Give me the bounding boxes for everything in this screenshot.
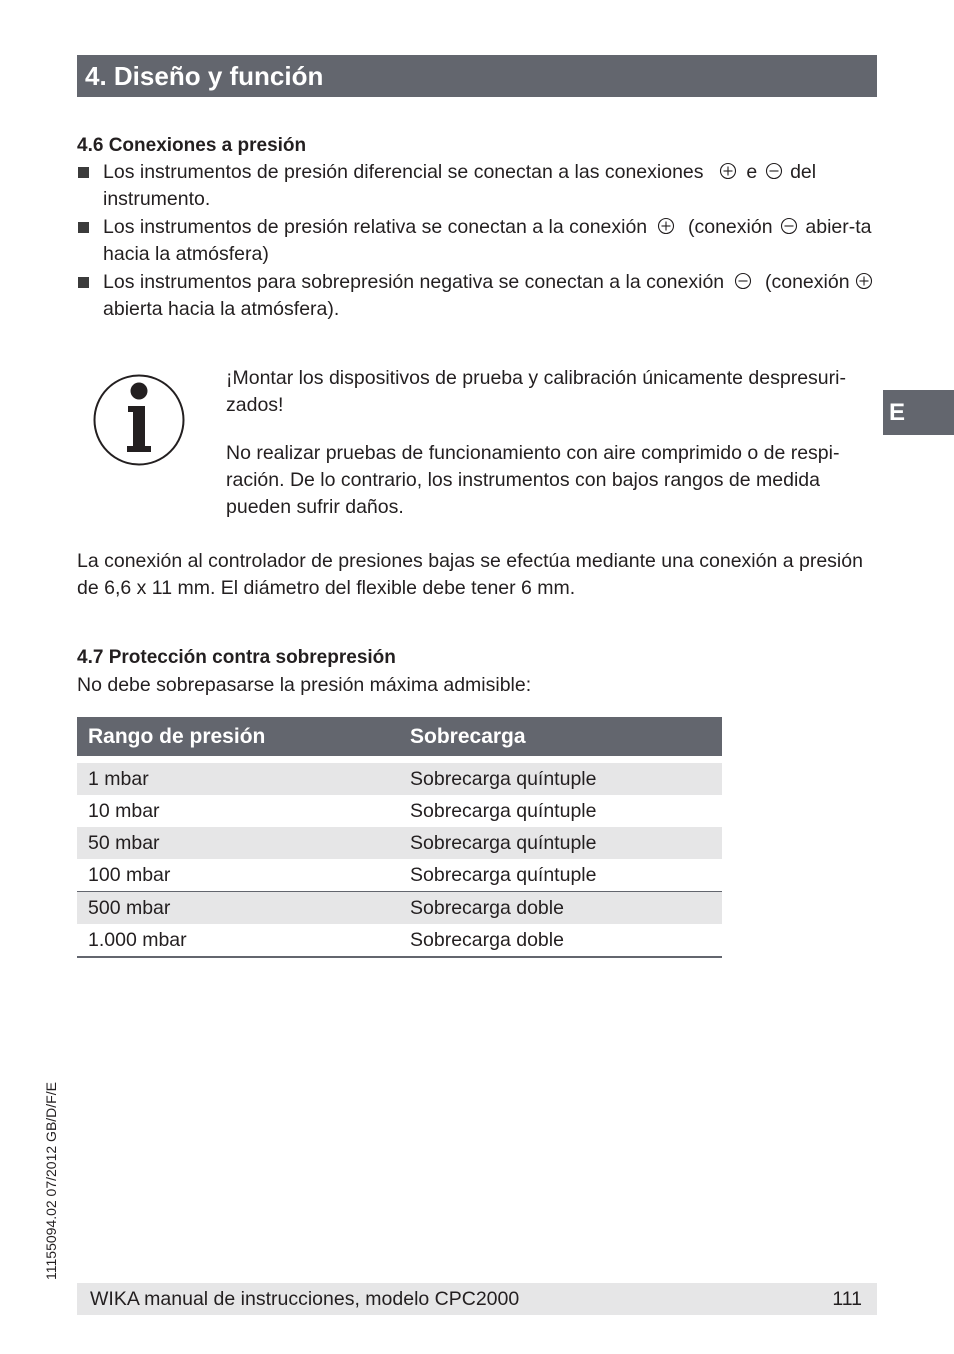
bullet-text: abier-ta hacia la atmósfera) bbox=[103, 216, 872, 265]
table-cell: 50 mbar bbox=[77, 827, 399, 859]
bullet-text: del instrumento. bbox=[103, 161, 817, 210]
table-cell: 1 mbar bbox=[77, 760, 399, 796]
table-row bbox=[77, 795, 722, 827]
warning-note-1: ¡Montar los dispositivos de prueba y calibración únicamente despresuri-zados! bbox=[226, 367, 846, 416]
table-row bbox=[77, 760, 722, 796]
warning-note-2: No realizar pruebas de funcionamiento con aire comprimido o de respi-ración. De lo contrario, los instrumentos con bajos rangos de medida pueden sufrir daños. bbox=[226, 442, 840, 518]
connection-bullet-list bbox=[77, 159, 877, 324]
footer-text: WIKA manual de instrucciones, modelo CPC2000 bbox=[90, 1288, 520, 1310]
section-heading-4-7: 4.7 Protección contra sobrepresión bbox=[77, 647, 396, 668]
table-row bbox=[77, 827, 722, 859]
bullet-square-icon bbox=[78, 167, 89, 178]
list-item bbox=[77, 214, 877, 268]
minus-connection-icon bbox=[765, 162, 783, 180]
table-header-row bbox=[77, 717, 722, 760]
overpressure-table bbox=[77, 717, 722, 958]
bullet-text: (conexión bbox=[688, 216, 773, 238]
page-footer bbox=[77, 1283, 877, 1315]
table-cell: 1.000 mbar bbox=[77, 924, 399, 957]
table-row bbox=[77, 924, 722, 957]
bullet-square-icon bbox=[78, 222, 89, 233]
table-cell: 100 mbar bbox=[88, 864, 171, 886]
plus-connection-icon bbox=[855, 272, 873, 290]
overpressure-intro-text: No debe sobrepasarse la presión máxima admisible: bbox=[77, 674, 532, 696]
table-cell: Sobrecarga doble bbox=[399, 892, 722, 925]
bullet-text: Los instrumentos de presión diferencial se conectan a las conexiones bbox=[103, 161, 704, 183]
connection-body-text: La conexión al controlador de presiones bajas se efectúa mediante una conexión a presión de 6,6 x 11 mm. El diámetro del flexible debe tener 6 mm. bbox=[77, 550, 863, 599]
language-tab-label: E bbox=[889, 399, 906, 426]
bullet-text: e bbox=[746, 161, 758, 183]
table-cell: Sobrecarga quíntuple bbox=[410, 864, 597, 886]
bullet-square-icon bbox=[78, 277, 89, 288]
info-icon bbox=[92, 373, 186, 467]
table-cell: 500 mbar bbox=[77, 892, 399, 925]
list-item bbox=[77, 269, 877, 323]
bullet-text: Los instrumentos para sobrepresión negativa se conectan a la conexión bbox=[103, 271, 725, 293]
table-cell: 10 mbar bbox=[88, 800, 160, 822]
table-cell: Sobrecarga quíntuple bbox=[410, 800, 597, 822]
section-heading-4-6: 4.6 Conexiones a presión bbox=[77, 135, 307, 156]
bullet-text: Los instrumentos de presión relativa se conectan a la conexión bbox=[103, 216, 648, 238]
column-header-overload: Sobrecarga bbox=[399, 717, 722, 760]
document-code: 11155094.02 07/2012 GB/D/F/E bbox=[43, 1082, 59, 1280]
table-row bbox=[77, 892, 722, 925]
table-cell: Sobrecarga quíntuple bbox=[399, 827, 722, 859]
column-header-pressure-range: Rango de presión bbox=[77, 717, 399, 760]
bullet-text: abierta hacia la atmósfera). bbox=[103, 298, 340, 320]
language-tab bbox=[883, 390, 954, 435]
chapter-title: 4. Diseño y función bbox=[85, 61, 324, 91]
table-cell: Sobrecarga doble bbox=[399, 924, 722, 957]
minus-connection-icon bbox=[734, 272, 752, 290]
plus-connection-icon bbox=[657, 217, 675, 235]
table-cell: Sobrecarga quíntuple bbox=[399, 760, 722, 796]
chapter-title-bar bbox=[77, 55, 877, 97]
plus-connection-icon bbox=[719, 162, 737, 180]
list-item bbox=[77, 159, 877, 213]
page-number: 111 bbox=[832, 1288, 862, 1310]
bullet-text: (conexión bbox=[764, 271, 850, 293]
minus-connection-icon bbox=[780, 217, 798, 235]
table-row bbox=[77, 859, 722, 892]
